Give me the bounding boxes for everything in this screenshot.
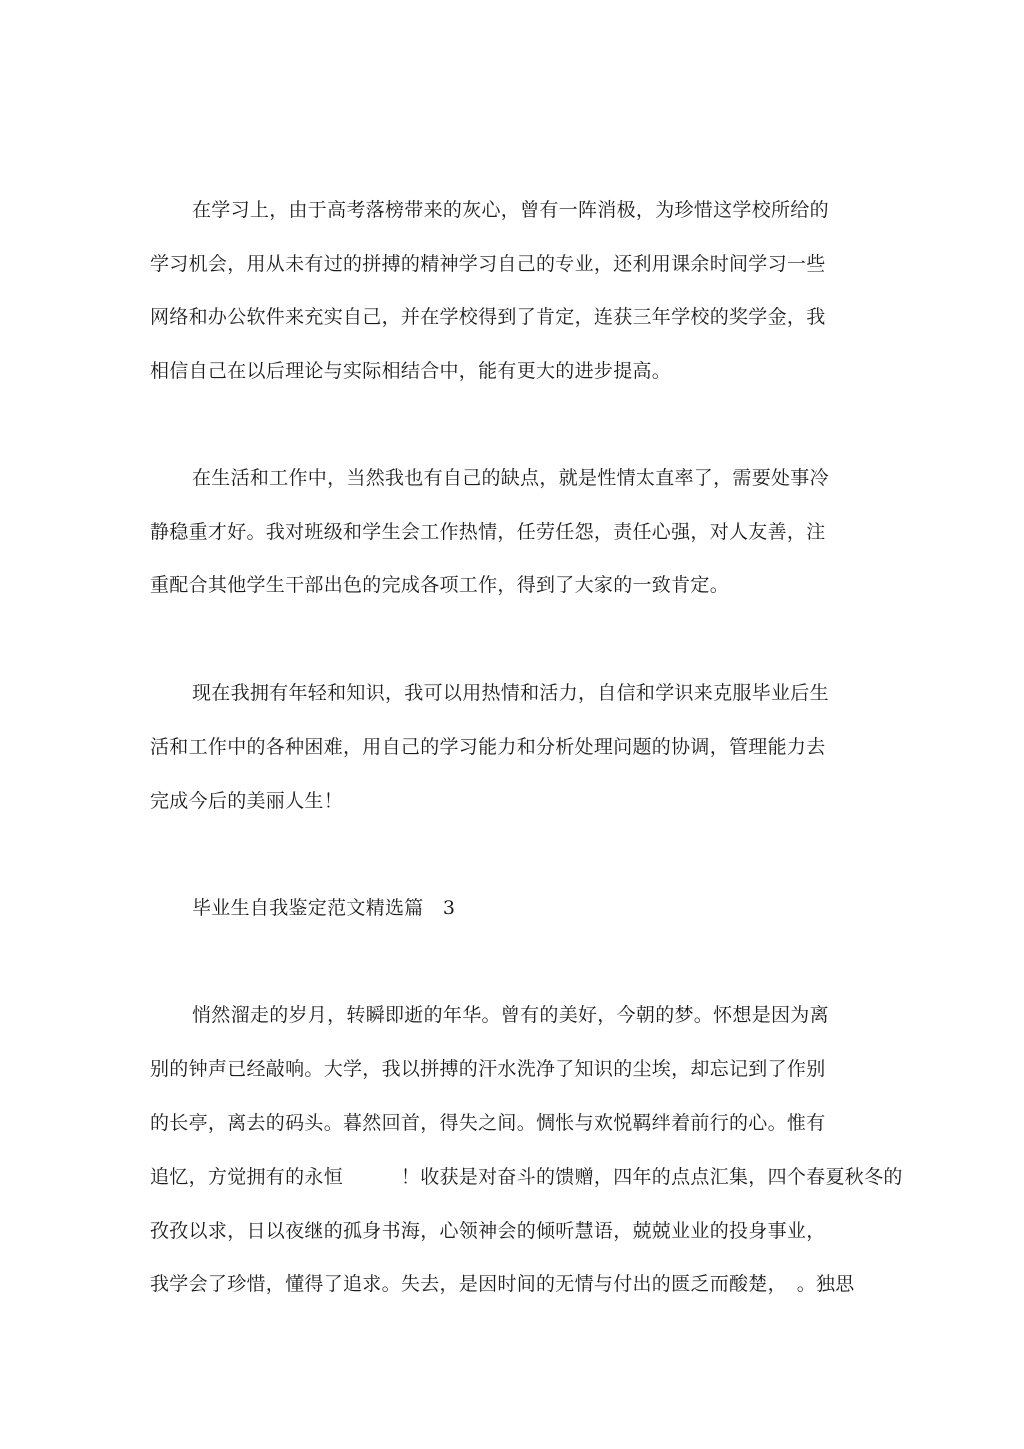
section-heading: 毕业生自我鉴定范文精选篇 3 xyxy=(192,897,456,919)
paragraph-3-line-2: 活和工作中的各种困难，用自己的学习能力和分析处理问题的协调，管理能力去 xyxy=(150,736,826,758)
paragraph-3-line-1: 现在我拥有年轻和知识，我可以用热情和活力，自信和学识来克服毕业后生 xyxy=(192,682,829,704)
paragraph-2-line-3: 重配合其他学生干部出色的完成各项工作，得到了大家的一致肯定。 xyxy=(150,574,730,596)
section-paragraph-line-2: 别的钟声已经敲响。大学，我以拼搏的汗水洗净了知识的尘埃，却忘记到了作别 xyxy=(150,1058,826,1080)
paragraph-3-line-3: 完成今后的美丽人生！ xyxy=(150,790,344,812)
section-paragraph-line-5: 孜孜以求，日以夜继的孤身书海，心领神会的倾听慧语，兢兢业业的投身事业， xyxy=(150,1220,826,1242)
section-paragraph-line-6: 我学会了珍惜，懂得了追求。失去，是因时间的无情与付出的匮乏而酸楚， 。独思 xyxy=(150,1273,855,1295)
paragraph-2-line-2: 静稳重才好。我对班级和学生会工作热情，任劳任怨，责任心强，对人友善，注 xyxy=(150,521,826,543)
section-paragraph-line-4: 追忆，方觉拥有的永恒 ！收获是对奋斗的馈赠，四年的点点汇集，四个春夏秋冬的 xyxy=(150,1166,903,1188)
paragraph-1-line-3: 网络和办公软件来充实自己，并在学校得到了肯定，连获三年学校的奖学金，我 xyxy=(150,306,826,328)
section-paragraph-line-3: 的长亭，离去的码头。暮然回首，得失之间。惆怅与欢悦羁绊着前行的心。惟有 xyxy=(150,1112,826,1134)
paragraph-1-line-1: 在学习上，由于高考落榜带来的灰心，曾有一阵消极，为珍惜这学校所给的 xyxy=(192,199,829,221)
section-paragraph-line-1: 悄然溜走的岁月，转瞬即逝的年华。曾有的美好，今朝的梦。怀想是因为离 xyxy=(192,1004,829,1026)
paragraph-2-line-1: 在生活和工作中，当然我也有自己的缺点，就是性情太直率了，需要处事冷 xyxy=(192,467,829,489)
paragraph-1-line-2: 学习机会，用从未有过的拼搏的精神学习自己的专业，还利用课余时间学习一些 xyxy=(150,253,826,275)
paragraph-1-line-4: 相信自己在以后理论与实际相结合中，能有更大的进步提高。 xyxy=(150,360,672,382)
